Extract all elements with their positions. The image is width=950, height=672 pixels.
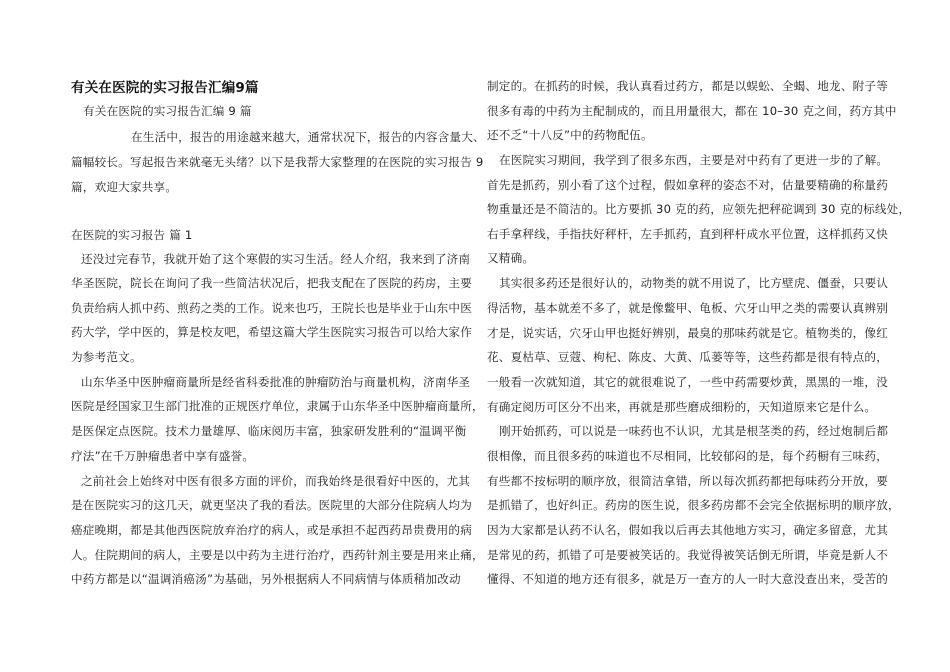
- body-line: 很多有毒的中药为主配制成的，而且用量很大，都在 10–30 克之间，药方其中: [487, 104, 897, 118]
- body-line: 懂得、不知道的地方还有很多，就是万一查方的人一时大意没查出来，受苦的: [487, 572, 888, 586]
- body-line: 一般看一次就知道，其它的就很难说了，一些中药需要炒黄，黑黑的一堆，没: [487, 375, 888, 389]
- body-line: 人。住院期间的病人，主要是以中药为主进行治疗，西药针剂主要是用来止痛，: [71, 548, 484, 562]
- body-line: 其实很多药还是很好认的，动物类的就不用说了，比方壁虎、僵蚕，只要认: [499, 276, 889, 290]
- body-line: 有些都不按标明的顺序放，很简洁拿错，所以每次抓药都把每味药分开放，要: [487, 474, 888, 488]
- body-line: 首先是抓药，别小看了这个过程，假如拿秤的姿态不对，估量要精确的称量药: [487, 178, 888, 192]
- body-line: 是在医院实习的这几天，就更坚决了我的看法。医院里的大部分住院病人均为: [71, 498, 472, 512]
- body-line: 因为大家都是认药不认名，假如我以后再去其他地方实习，确定多留意，尤其: [487, 523, 888, 537]
- body-line: 还不乏“十八反”中的药物配伍。: [487, 128, 653, 142]
- section-heading: 在医院的实习报告 篇 1: [71, 228, 193, 242]
- document-title: 有关在医院的实习报告汇编9篇: [71, 80, 259, 96]
- body-line: 负责给病人抓中药、煎药之类的工作。说来也巧，王院长也是毕业于山东中医: [71, 301, 472, 315]
- body-line: 为参考范文。: [71, 350, 142, 364]
- body-line: 华圣医院，院长在询问了我一些简洁状况后，把我支配在了医院的药房，主要: [71, 276, 472, 290]
- body-line: 有确定阅历可区分不出来，再就是那些磨成细粉的，天知道原来它是什么。: [487, 400, 877, 414]
- body-line: 很相像，而且很多药的味道也不尽相同，比较郁闷的是，每个药橱有三味药，: [487, 449, 888, 463]
- body-line: 中药方都是以“温调消癌汤”为基础，另外根据病人不同病情与体质稍加改动: [71, 572, 461, 586]
- body-line: 是常见的药，抓错了可是要被笑话的。我觉得被笑话倒无所谓，毕竟是新人不: [487, 548, 888, 562]
- body-line: 药大学，学中医的，算是校友吧，希望这篇大学生医院实习报告可以给大家作: [71, 325, 472, 339]
- body-line: 又精确。: [487, 251, 535, 265]
- body-line: 花、夏枯草、豆蔻、枸杞、陈皮、大黄、瓜蒌等等，这些药都是很有特点的，: [487, 350, 888, 364]
- body-line: 山东华圣中医肿瘤商量所是经省科委批准的肿瘤防治与商量机构，济南华圣: [81, 375, 471, 389]
- body-line: 癌症晚期，都是其他西医院放弃治疗的病人，或是承担不起西药昂贵费用的病: [71, 523, 472, 537]
- body-line: 刚开始抓药，可以说是一味药也不认识，尤其是根茎类的药，经过炮制后都: [499, 424, 889, 438]
- subtitle-line: 有关在医院的实习报告汇编 9 篇: [83, 104, 252, 118]
- intro-line: 在生活中，报告的用途越来越大，通常状况下，报告的内容含量大、: [131, 130, 485, 144]
- intro-line: 篇，欢迎大家共享。: [71, 180, 178, 194]
- body-line: 还没过完春节，我就开始了这个寒假的实习生活。经人介绍，我来到了济南: [81, 252, 471, 266]
- body-line: 之前社会上始终对中医有很多方面的评价，而我始终是很看好中医的，尤其: [81, 474, 471, 488]
- intro-line: 篇幅较长。写起报告来就毫无头绪？以下是我帮大家整理的在医院的实习报告 9: [71, 155, 484, 169]
- body-line: 是抓错了，也好纠正。药房的医生说，很多药房都不会完全依据标明的顺序放，: [487, 498, 900, 512]
- body-line: 才是，说实话，穴牙山甲也挺好辨别，最臭的那味药就是它。植物类的，像红: [487, 326, 888, 340]
- body-line: 右手拿秤线，手指扶好秤杆，左手抓药，直到秤杆成水平位置，这样抓药又快: [487, 227, 888, 241]
- body-line: 物重量还是不简洁的。比方要抓 30 克的药，应领先把秤砣调到 30 克的标线处，: [487, 202, 911, 216]
- body-line: 在医院实习期间，我学到了很多东西，主要是对中药有了更进一步的了解。: [499, 153, 889, 167]
- body-line: 疗法”在千万肿瘤患者中享有盛誉。: [71, 449, 255, 463]
- body-line: 得活物，基本就差不多了，就是像鳖甲、龟板、穴牙山甲之类的需要认真辨别: [487, 301, 888, 315]
- body-line: 是医保定点医院。技术力量雄厚、临床阅历丰富，独家研发胜利的“温调平衡: [71, 424, 467, 438]
- body-line: 医院是经国家卫生部门批准的正规医疗单位，隶属于山东华圣中医肿瘤商量所，: [71, 399, 484, 413]
- body-line: 制定的。在抓药的时候，我认真看过药方，都是以蜈蚣、全蝎、地龙、附子等: [487, 79, 888, 93]
